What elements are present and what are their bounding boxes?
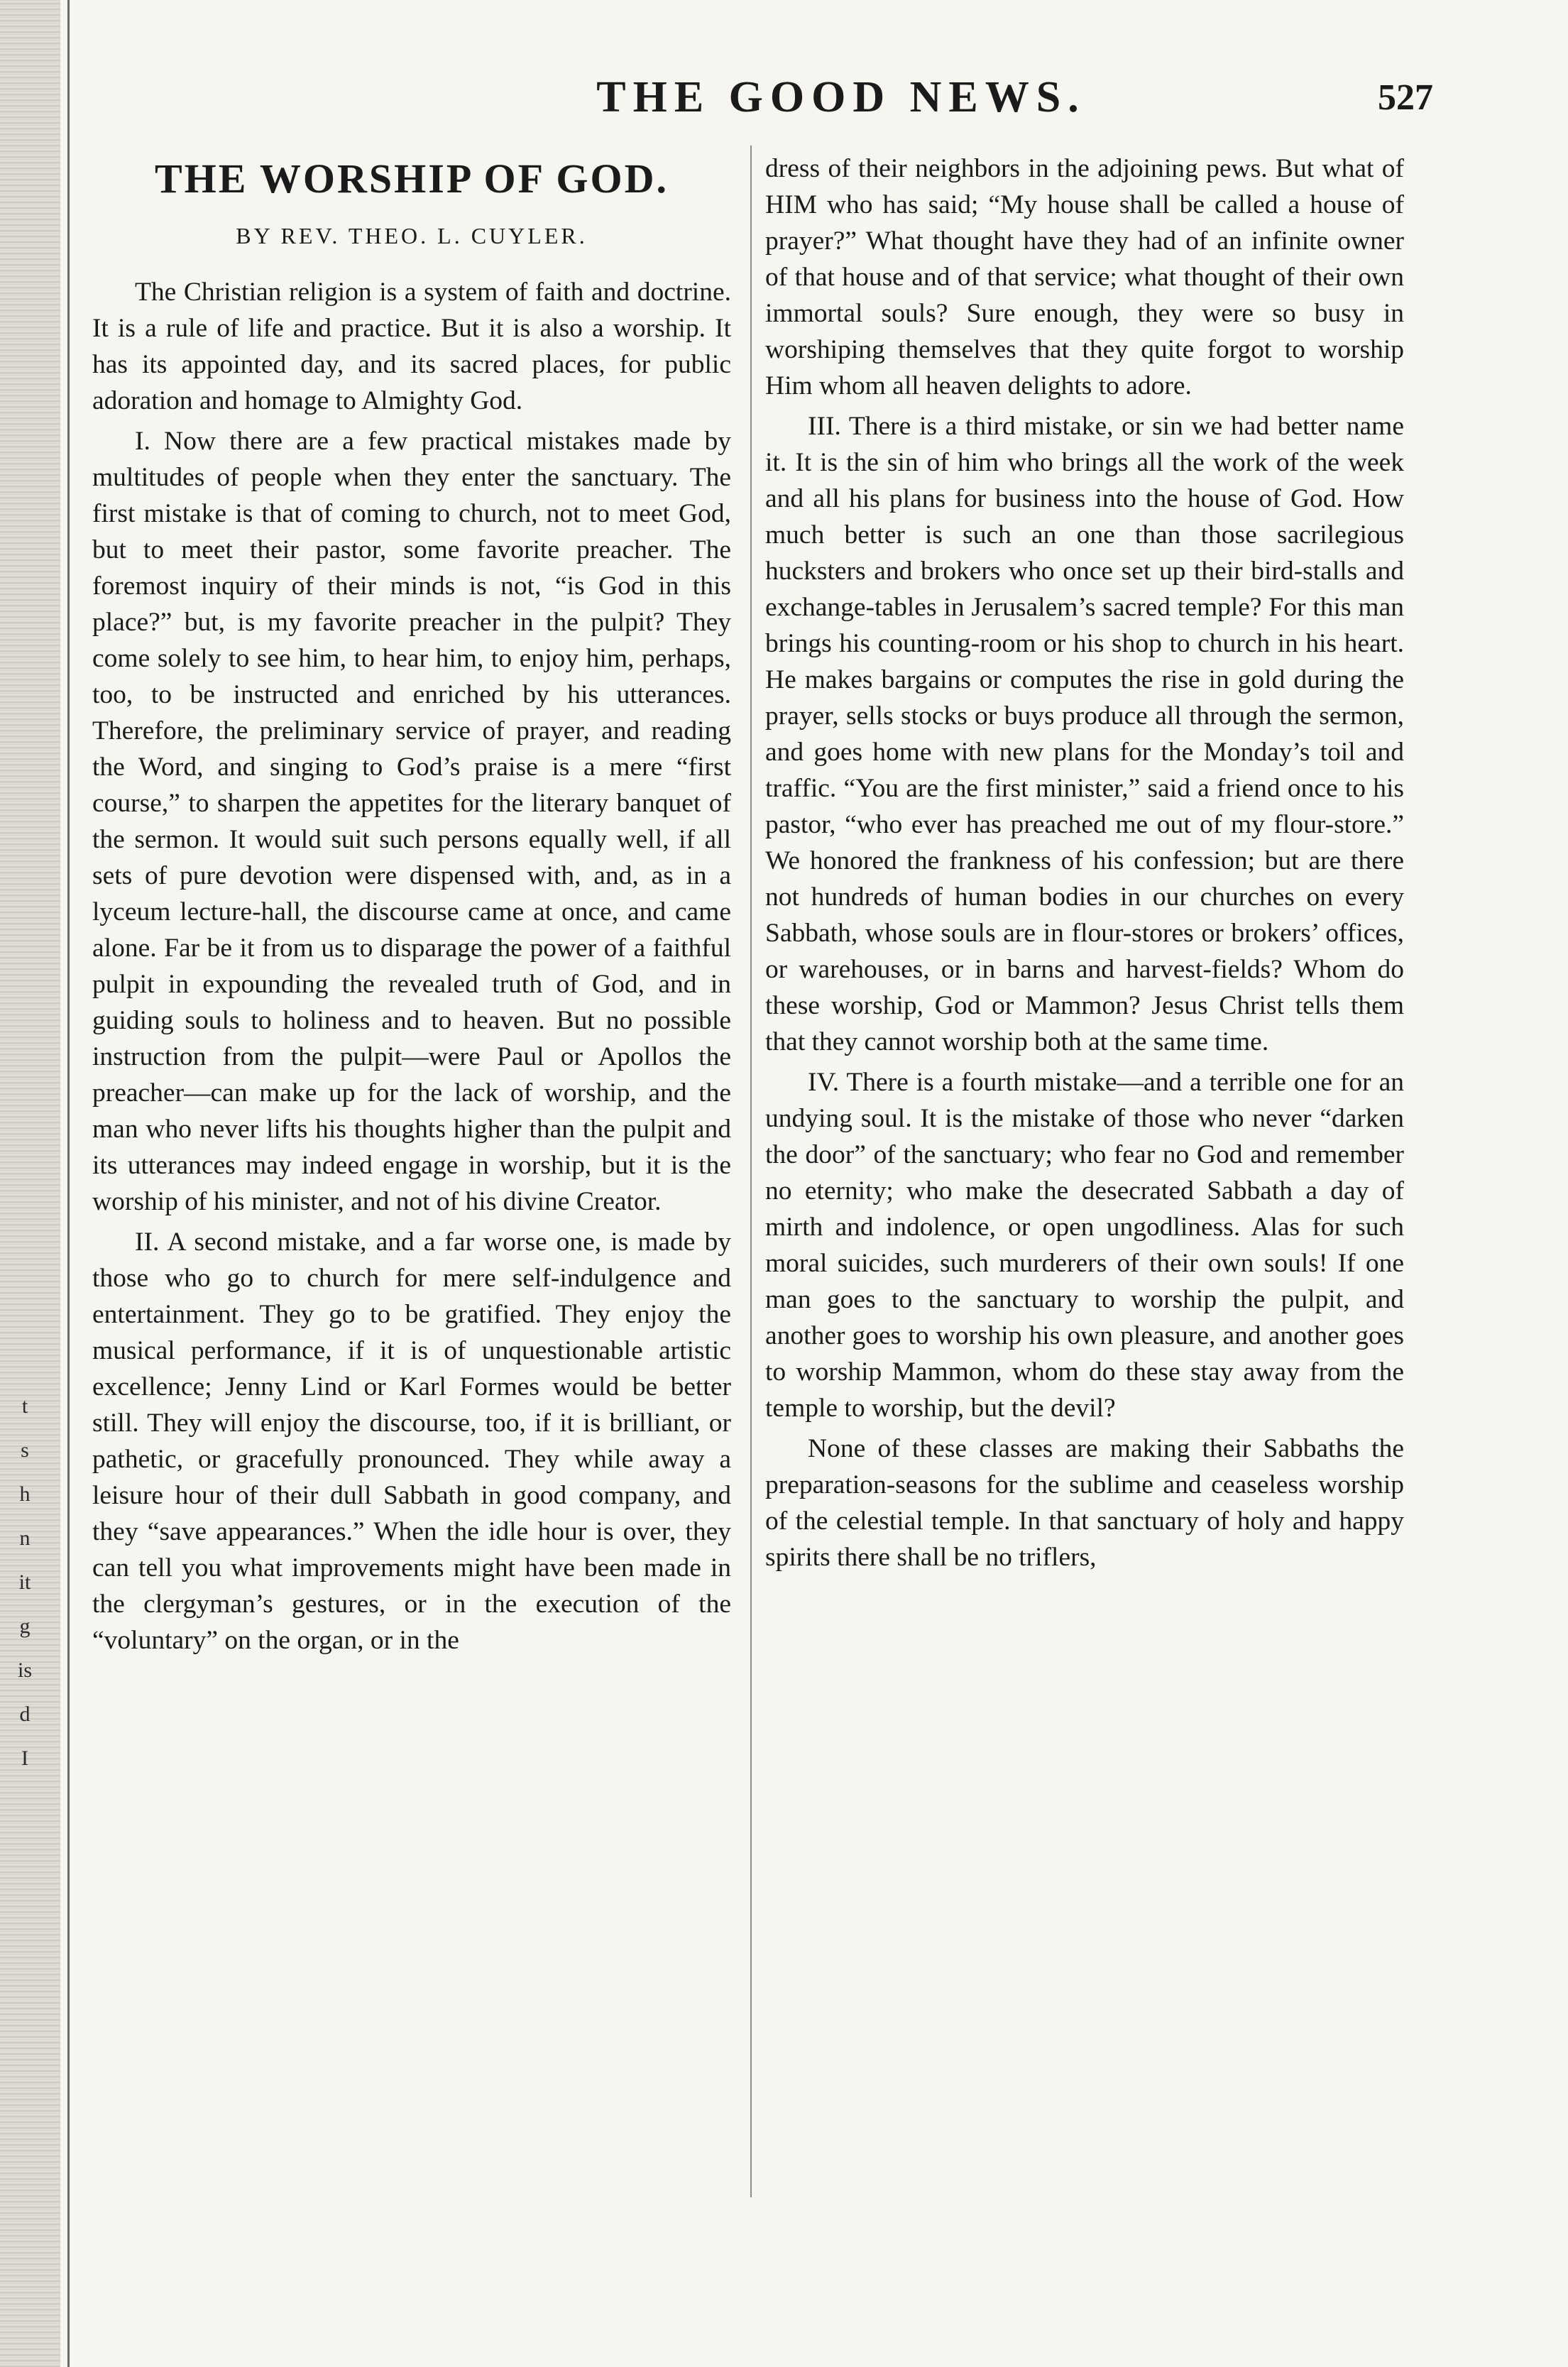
paragraph: dress of their neighbors in the adjoining pews. But what of HIM who has said; “My house shall be called a house of prayer?” What thought have they had of an infinite owner of that house and of that service; what thought of their own immortal souls? Sure enough, they were so busy in worshiping themselves that they quite forgot to worship Him whom all heaven delights to adore.: [765, 154, 1404, 400]
left-column: [92, 151, 731, 2280]
margin-mark: I: [21, 1746, 28, 1770]
article-title: THE WORSHIP OF GOD.: [154, 155, 669, 202]
paragraph: I. Now there are a few practical mistakes made by multitudes of people when they enter the sanctuary. The first mistake is that of coming to church, not to meet God, but to meet their pastor, some favorite preacher. The foremost inquiry of their minds is not, “is God in this place?” but, is my favorite preacher in the pulpit? They come solely to see him, to hear him, to enjoy him, perhaps, too, to be instructed and enriched by his utterances. Therefore, the preliminary service of prayer, and reading the Word, and singing to God’s praise is a mere “first course,” to sharpen the appetites for the literary banquet of the sermon. It would suit such persons equally well, if all sets of pure devotion were dispensed with, and, as in a lyceum lecture-hall, the discourse came at once, and came alone. Far be it from us to disparage the power of a faithful pulpit in expounding the revealed truth of God, and in guiding souls to holiness and to heaven. But no possible instruction from the pulpit—were Paul or Apollos the preacher—can make up for the lack of worship, and the man who never lifts his thoughts higher than the pulpit and its utterances may indeed engage in worship, but it is the worship of his minister, and not of his divine Creator.: [92, 427, 731, 1216]
binding-gutter: [0, 0, 60, 2367]
margin-mark: s: [21, 1438, 29, 1462]
margin-mark: n: [19, 1526, 31, 1550]
margin-marks: [14, 1384, 35, 1781]
gutter-rule: [67, 0, 70, 2367]
margin-mark: it: [18, 1570, 31, 1594]
margin-mark: h: [19, 1482, 31, 1506]
paragraph: II. A second mistake, and a far worse one, is made by those who go to church for mere self-indulgence and entertainment. They go to be gratified. They enjoy the musical performance, if it is of unquestionable artistic excellence; Jenny Lind or Karl Formes would be better still. They will enjoy the discourse, too, if it is brilliant, or pathetic, or gracefully pronounced. They while away a leisure hour of their dull Sabbath in good company, and they “save appearances.” When the idle hour is over, they can tell you what improvements might have been made in the clergyman’s gestures, or in the execution of the “voluntary” on the organ, or in the: [92, 1228, 731, 1655]
margin-mark: d: [19, 1702, 31, 1726]
paragraph: The Christian religion is a system of faith and doctrine. It is a rule of life and practice. But it is also a worship. It has its appointed day, and its sacred places, for public adoration and homage to Almighty God.: [92, 278, 731, 415]
column-rule: [750, 146, 752, 2197]
page-number: 527: [1378, 77, 1433, 118]
margin-mark: g: [19, 1614, 31, 1638]
paragraph: IV. There is a fourth mistake—and a terrible one for an undying soul. It is the mistake of those who never “darken the door” of the sanctuary; who fear no God and remember no eternity; who make the desecrated Sabbath a day of mirth and indolence, or open ungodliness. Alas for such moral suicides, such murderers of their own souls! If one man goes to the sanctuary to worship the pulpit, and another goes to worship his own pleasure, and another goes to worship Mammon, whom do these stay away from the temple to worship, but the devil?: [765, 1068, 1404, 1423]
running-header: THE GOOD NEWS.: [596, 73, 1086, 121]
margin-mark: t: [21, 1394, 28, 1418]
paragraph: III. There is a third mistake, or sin we had better name it. It is the sin of him who brings all the work of the week and all his plans for business into the house of God. How much better is such an one than those sacrilegious hucksters and brokers who once set up their bird-stalls and exchange-tables in Jerusalem’s sacred temple? For this man brings his counting-room or his shop to church in his heart. He makes bargains or computes the rise in gold during the prayer, sells stocks or buys produce all through the sermon, and goes home with new plans for the Monday’s toil and traffic. “You are the first minister,” said a friend once to his pastor, “who ever has preached me out of my flour-store.” We honored the frankness of his confession; but are there not hundreds of human bodies in our churches on every Sabbath, whose souls are in flour-stores or brokers’ offices, or warehouses, or in barns and harvest-fields? Whom do these worship, God or Mammon? Jesus Christ tells them that they cannot worship both at the same time.: [765, 412, 1404, 1056]
paragraph: None of these classes are making their Sabbaths the preparation-seasons for the sublime and ceaseless worship of the celestial temple. In that sanctuary of holy and happy spirits there shall be no triflers,: [765, 1434, 1404, 1572]
right-column: [765, 151, 1404, 2280]
article-byline: BY REV. THEO. L. CUYLER.: [236, 223, 588, 248]
margin-mark: is: [17, 1658, 32, 1682]
